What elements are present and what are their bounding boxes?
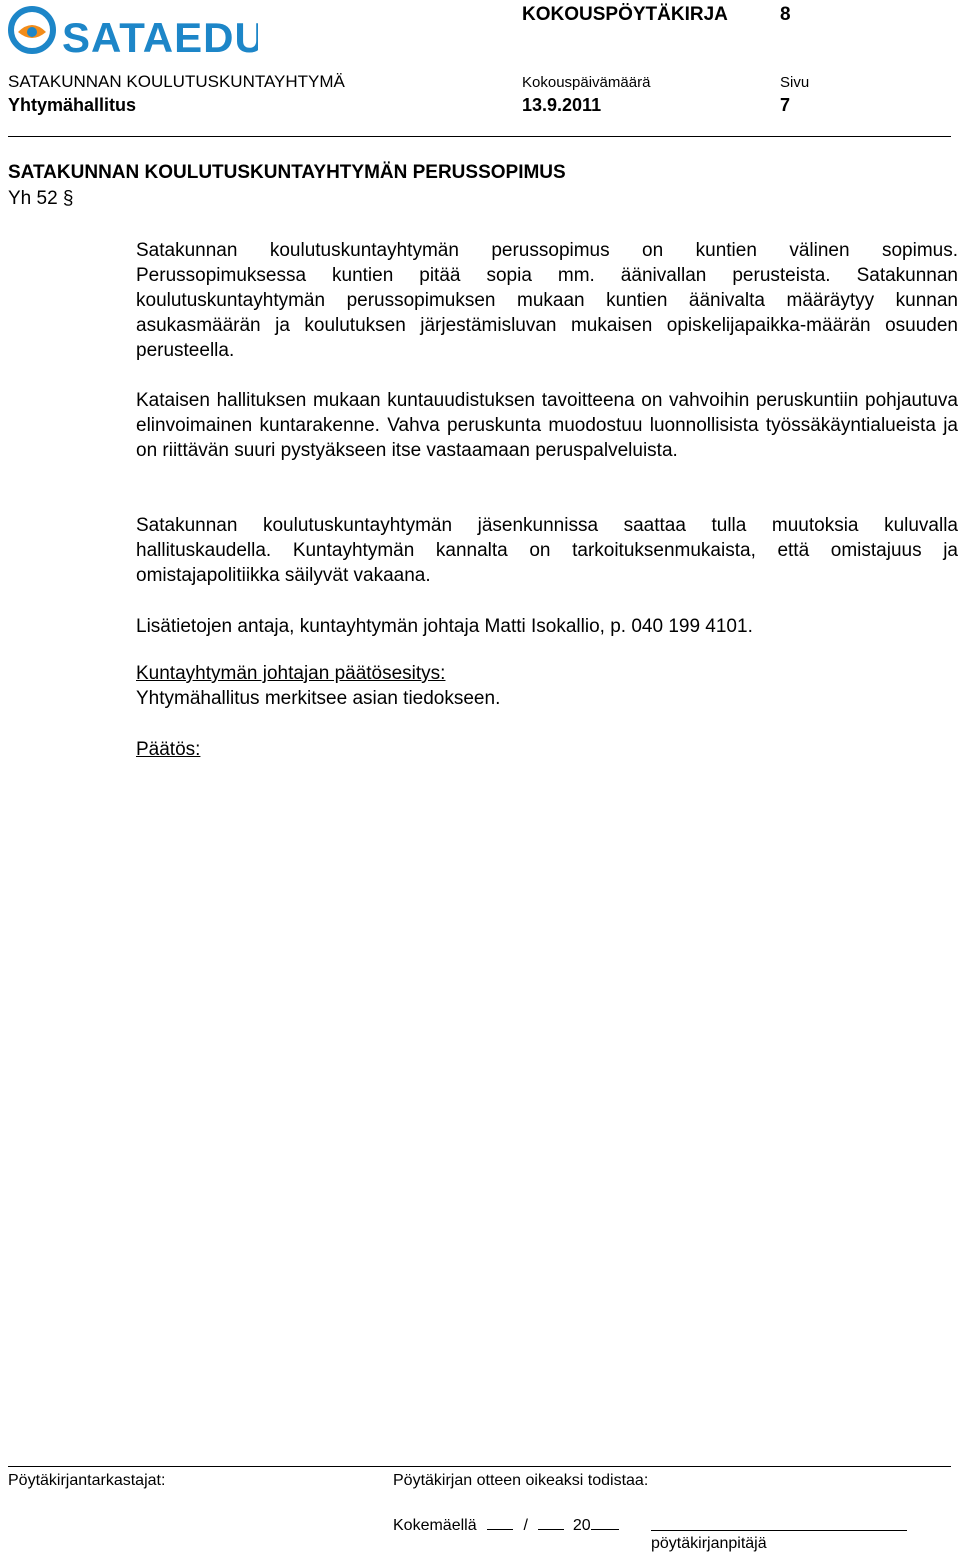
year-blank	[591, 1515, 619, 1530]
page-label: Sivu	[780, 74, 810, 91]
body-paragraph-2: Kataisen hallituksen mukaan kuntauudistuksen tavoitteena on vahvoihin peruskuntiin pohjautuva elinvoimainen kuntarakenne. Vahva peruskunta muodostuu luonnollisista työssäkäyntialueista ja on riittävän suuri pystyäkseen itse vastaamaan peruspalveluista.	[136, 390, 958, 461]
decision-heading: Päätös:	[136, 739, 201, 760]
certified-copy-label: Pöytäkirjan otteen oikeaksi todistaa:	[393, 1472, 649, 1489]
page-number: 7	[780, 95, 791, 115]
meeting-date-label: Kokouspäivämäärä	[522, 74, 651, 91]
place-name: Kokemäellä	[393, 1517, 477, 1534]
body-paragraph-1: Satakunnan koulutuskuntayhtymän perussopimus on kuntien välinen sopimus. Perussopimuksessa kuntien pitää sopia mm. äänivallan perusteista. Satakunnan koulutuskuntayhtymän perussopimuksen mukaan kuntien äänivalta määräytyy kunnan asukasmäärän ja koulutuksen järjestämisluvan mukaisen opiskelijapaikka-määrän osuuden perusteella.	[136, 240, 958, 361]
logo-wordmark: SATAEDU	[62, 14, 258, 61]
sataedu-logo	[8, 4, 258, 64]
board-name: Yhtymähallitus	[8, 95, 137, 115]
day-blank	[487, 1515, 513, 1530]
month-blank	[538, 1515, 564, 1530]
body-paragraph-3: Satakunnan koulutuskuntayhtymän jäsenkunnissa saattaa tulla muutoksia kuluvalla hallituskaudella. Kuntayhtymän kannalta on tarkoituksenmukaista, että omistajuus ja omistajapolitiikka säilyvät vakaana.	[136, 515, 958, 586]
footer-divider	[8, 1466, 951, 1467]
date-separator: /	[523, 1517, 528, 1534]
body-paragraph-4: Lisätietojen antaja, kuntayhtymän johtaja Matti Isokallio, p. 040 199 4101.	[136, 616, 753, 637]
secretary-label: pöytäkirjanpitäjä	[651, 1535, 767, 1552]
section-number: Yh 52 §	[8, 188, 74, 209]
year-prefix: 20	[572, 1517, 591, 1534]
sataedu-logo-graphic	[8, 4, 258, 64]
proposal-text: Yhtymähallitus merkitsee asian tiedokseen.	[136, 688, 501, 709]
logo-pupil-icon	[27, 27, 37, 37]
total-pages: 8	[780, 4, 791, 25]
header-divider	[8, 136, 951, 137]
place-date-line	[393, 1515, 619, 1535]
meeting-date: 13.9.2011	[522, 95, 602, 115]
proposal-heading: Kuntayhtymän johtajan päätösesitys:	[136, 663, 446, 684]
minutes-inspectors-label: Pöytäkirjantarkastajat:	[8, 1472, 166, 1489]
document-title: SATAKUNNAN KOULUTUSKUNTAYHTYMÄN PERUSSOPIMUS	[8, 162, 566, 183]
document-type: KOKOUSPÖYTÄKIRJA	[522, 4, 728, 25]
signature-line	[651, 1530, 907, 1531]
organization-name: SATAKUNNAN KOULUTUSKUNTAYHTYMÄ	[8, 72, 345, 91]
